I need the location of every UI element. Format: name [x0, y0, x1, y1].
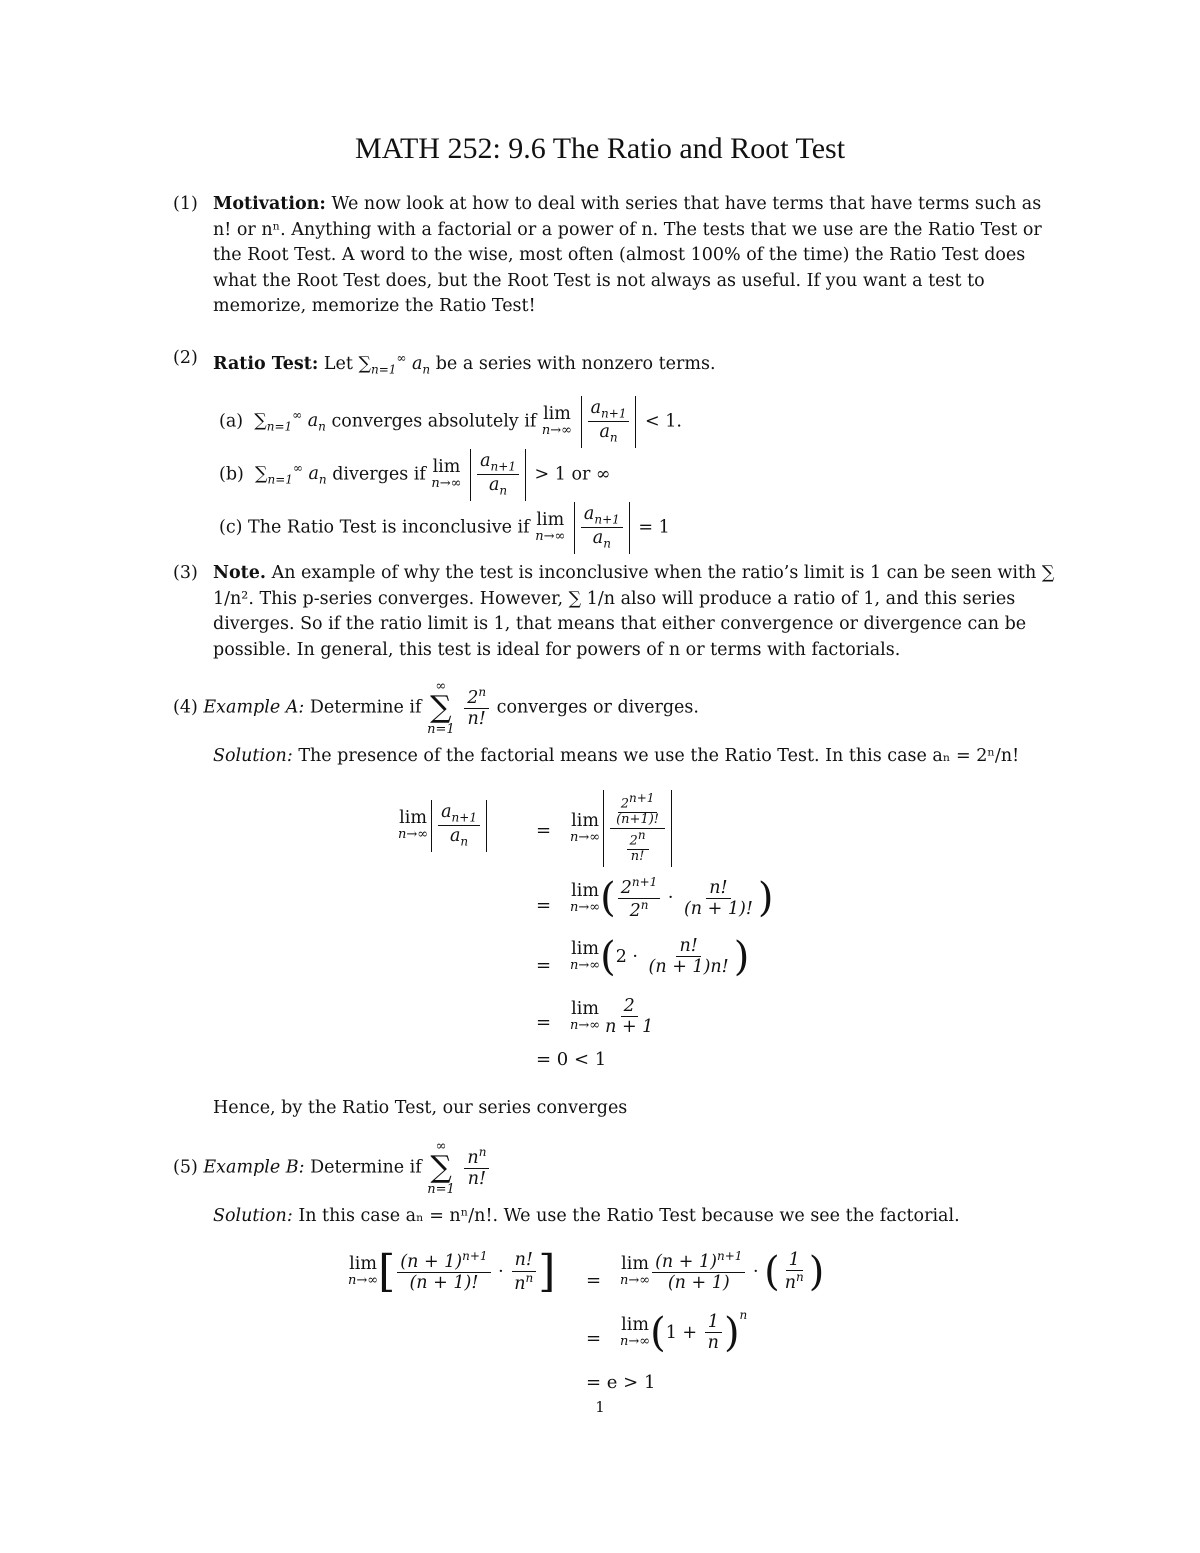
derivation-b-step2: lim n→∞ ( 1 + $\frac{1}{n}$ ) $^n$	[620, 1307, 748, 1356]
derivation-b-step1: lim n→∞ $\frac{(n + 1)^{n+1}}{(n + 1)}$ · ( $\frac{1}{n^n}$ )	[620, 1248, 825, 1295]
equals-sign: =	[536, 820, 552, 841]
example-a-conclusion: Hence, by the Ratio Test, our series converges	[213, 1098, 628, 1118]
item-text-pre: Let	[323, 353, 353, 374]
item-text-pre: Determine if	[310, 1157, 422, 1178]
item-text: We now look at how to deal with series that have terms that have terms such as n! or nⁿ. Anything with a factorial or a power of n. The tests that we use are the Ratio Test or the Root Test. A word to the wise, most often (almost 100% of the time) the Ratio Test does what the Root Test does, but the Root Test is not always as useful. If you want a test to memorize, memorize the Ratio Test!	[213, 194, 1042, 316]
abs-ratio: $\frac{a_{n+1}}{a_n}$	[581, 396, 637, 448]
derivation-b-lhs: lim n→∞ [ $\frac{(n + 1)^{n+1}}{(n + 1)!}$ · $\frac{n!}{n^n}$ ]	[348, 1246, 556, 1297]
final-result-a: = 0 < 1	[536, 1049, 607, 1070]
item-heading: Ratio Test:	[213, 353, 319, 374]
item-motivation	[173, 192, 1063, 320]
derivation-a-step3: lim n→∞ ( 2 · $\frac{n!}{(n + 1)n!}$ )	[570, 933, 750, 980]
equals-sign: =	[586, 1270, 602, 1291]
solution-text: The presence of the factorial means we use the Ratio Test. In this case aₙ = 2ⁿ/n!	[298, 746, 1020, 766]
derivation-a-step1: lim n→∞ $\frac{\frac{2^{n+1}}{(n+1)!}}{\frac{2^n}{n!}}$	[570, 790, 675, 867]
page-title: MATH 252: 9.6 The Ratio and Root Test	[354, 132, 846, 165]
case-label: (c)	[219, 517, 243, 538]
item-number: (2)	[173, 348, 198, 368]
equals-sign: =	[586, 1328, 602, 1349]
ratio-case-c	[219, 502, 670, 554]
item-heading: Motivation:	[213, 194, 326, 214]
derivation-a-lhs: lim n→∞ $\frac{a_{n+1}}{a_n}$	[398, 800, 490, 852]
item-text-post: converges or diverges.	[496, 697, 699, 718]
equals-sign: =	[536, 1012, 552, 1033]
item-number: (5)	[173, 1157, 198, 1178]
sum-operator: ∞ ∑ n=1	[427, 1139, 455, 1197]
item-note	[173, 561, 1063, 663]
item-text: An example of why the test is inconclusive when the ratio’s limit is 1 can be seen with ∑ 1/n². This p-series converges. However, ∑ 1/n also will produce a ratio of 1, and this series diverges. So if the ratio limit is 1, that means that either convergence or divergence can be possible. In general, this test is ideal for powers of n or terms with factorials.	[213, 563, 1055, 660]
item-ratio-test	[173, 346, 1063, 383]
equals-sign: =	[536, 895, 552, 916]
solution-label: Solution:	[213, 1206, 293, 1226]
example-b-statement	[173, 1140, 491, 1196]
item-text-post: be a series with nonzero terms.	[435, 353, 716, 374]
abs-ratio: $\frac{a_{n+1}}{a_n}$	[470, 449, 526, 501]
sum-operator: ∞ ∑ n=1	[427, 679, 455, 737]
case-text: diverges if	[332, 464, 426, 485]
case-label: (a)	[219, 411, 244, 432]
example-b-solution	[213, 1206, 960, 1226]
case-result: > 1 or ∞	[534, 464, 611, 485]
case-result: = 1	[638, 517, 670, 538]
solution-text: In this case aₙ = nⁿ/n!. We use the Ratio Test because we see the factorial.	[298, 1206, 960, 1226]
case-result: < 1.	[645, 411, 682, 432]
item-heading: Example B:	[203, 1157, 305, 1178]
abs-ratio: $\frac{a_{n+1}}{a_n}$	[574, 502, 630, 554]
sum-inline: $\sum_{n=1}^\infty$ $a_n$	[249, 461, 327, 487]
sum-inline: $\sum_{n=1}^\infty$ $a_n$	[358, 351, 431, 377]
item-text-pre: Determine if	[309, 697, 422, 718]
equals-sign: =	[536, 955, 552, 976]
ratio-case-a	[219, 396, 682, 448]
sum-inline: $\sum_{n=1}^\infty$ $a_n$	[248, 408, 326, 434]
limit-operator: lim n→∞	[535, 510, 566, 545]
item-heading: Note.	[213, 563, 266, 583]
example-a-statement	[173, 680, 699, 736]
series-term: $\frac{2^n}{n!}$	[464, 686, 489, 729]
ratio-case-b	[219, 449, 611, 501]
case-text: converges absolutely if	[331, 411, 537, 432]
item-number: (4)	[173, 697, 198, 718]
series-term: $\frac{n^n}{n!}$	[464, 1146, 489, 1189]
case-text: The Ratio Test is inconclusive if	[248, 517, 530, 538]
limit-operator: lim n→∞	[431, 457, 462, 492]
item-number: (3)	[173, 563, 198, 583]
final-result-b: = e > 1	[586, 1372, 656, 1393]
item-heading: Example A:	[203, 697, 305, 718]
page-number: 1	[595, 1398, 605, 1416]
example-a-solution	[213, 746, 1019, 766]
derivation-a-step2: lim n→∞ ( $\frac{2^{n+1}}{2^n}$ · $\frac{n!}{(n + 1)!}$ )	[570, 875, 774, 922]
item-number: (1)	[173, 194, 198, 214]
derivation-a-step4: lim n→∞ $\frac{2}{n + 1}$	[570, 996, 654, 1038]
limit-operator: lim n→∞	[541, 404, 573, 439]
solution-label: Solution:	[213, 746, 293, 766]
case-label: (b)	[219, 464, 244, 485]
